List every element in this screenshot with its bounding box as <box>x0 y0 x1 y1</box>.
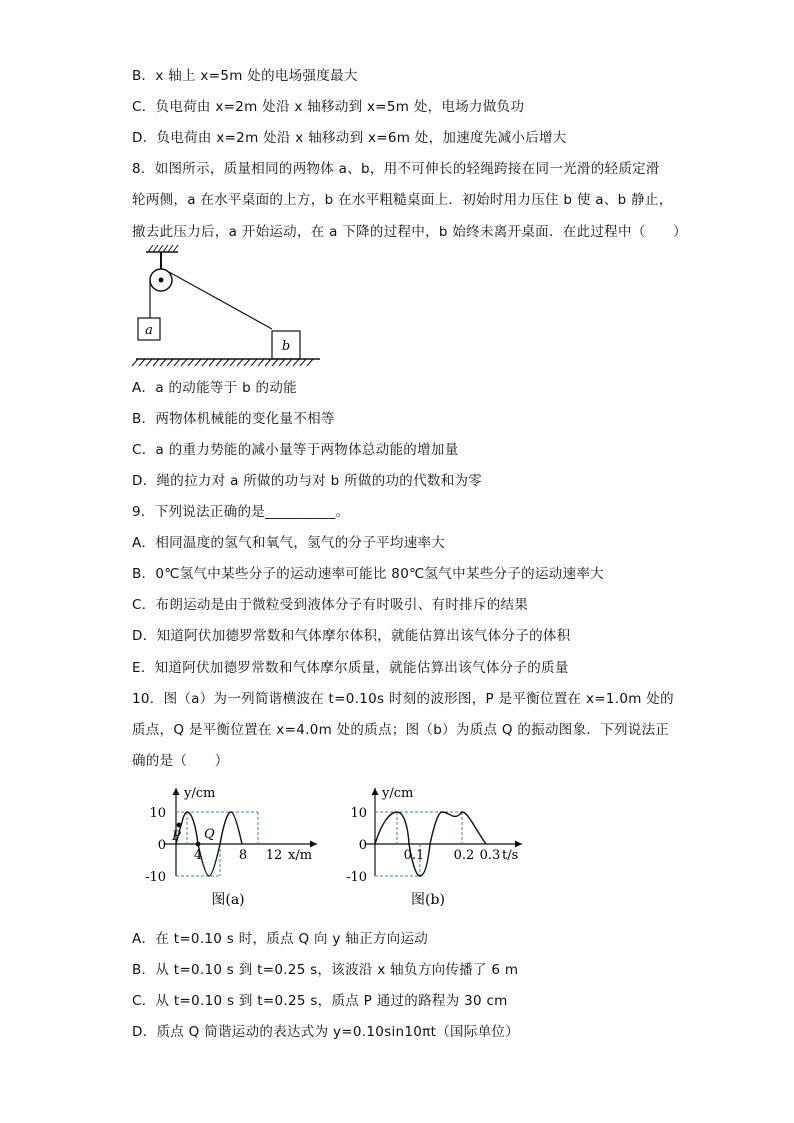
t-axis-label: t/s <box>502 848 519 863</box>
q10-option-a: A．在 t=0.10 s 时，质点 Q 向 y 轴正方向运动 <box>132 931 429 947</box>
y-axis-label: y/cm <box>382 786 414 801</box>
y-tick-0: 0 <box>358 838 367 853</box>
y-tick-neg10: -10 <box>145 870 166 885</box>
q9-option-e: E．知道阿伏加德罗常数和气体摩尔质量，就能估算出该气体分子的质量 <box>132 660 569 676</box>
x-tick-12: 12 <box>265 848 283 863</box>
q7-option-b: B．x 轴上 x=5m 处的电场强度最大 <box>132 68 358 84</box>
y-tick-10: 10 <box>149 806 166 821</box>
q8-option-a: A．a 的动能等于 b 的动能 <box>132 380 297 396</box>
q7-option-d: D．负电荷由 x=2m 处沿 x 轴移动到 x=6m 处，加速度先减小后增大 <box>132 130 567 146</box>
q8-option-d: D．绳的拉力对 a 所做的功与对 b 所做的功的代数和为零 <box>132 473 483 489</box>
q7-option-c: C．负电荷由 x=2m 处沿 x 轴移动到 x=5m 处，电场力做负功 <box>132 99 525 115</box>
q9-stem: 9．下列说法正确的是__________。 <box>132 504 350 520</box>
vibration-graph-b <box>342 782 532 912</box>
q10-option-c: C．从 t=0.10 s 到 t=0.25 s，质点 P 通过的路程为 30 cm <box>132 993 508 1009</box>
block-a-label: a <box>145 323 153 338</box>
t-tick-0.1: 0.1 <box>403 848 425 863</box>
q8-option-c: C．a 的重力势能的减小量等于两物体总动能的增加量 <box>132 442 459 458</box>
q8-stem-line-3: 撤去此压力后，a 开始运动，在 a 下降的过程中，b 始终未离开桌面．在此过程中（ ） <box>132 224 687 240</box>
block-b-label: b <box>281 339 291 354</box>
q9-option-c: C．布朗运动是由于微粒受到液体分子有时吸引、有时排斥的结果 <box>132 597 529 613</box>
q10-option-b: B．从 t=0.10 s 到 t=0.25 s，该波沿 x 轴负方向传播了 6 m <box>132 962 519 978</box>
x-tick-4: 4 <box>193 848 203 863</box>
caption-b: 图(b) <box>411 892 445 908</box>
q10-option-d: D．质点 Q 简谐运动的表达式为 y=0.10sin10πt（国际单位） <box>132 1024 519 1040</box>
pulley-figure <box>130 244 330 376</box>
t-tick-0.3: 0.3 <box>479 848 501 863</box>
caption-a: 图(a) <box>211 892 245 908</box>
point-p-label: P <box>172 829 181 844</box>
q9-option-a: A．相同温度的氢气和氧气，氢气的分子平均速率大 <box>132 535 446 551</box>
y-tick-0: 0 <box>157 838 166 853</box>
x-tick-8: 8 <box>238 848 248 863</box>
point-q-marker <box>196 842 201 847</box>
q9-option-b: B．0℃氢气中某些分子的运动速率可能比 80℃氢气中某些分子的运动速率大 <box>132 566 604 582</box>
y-tick-10: 10 <box>350 806 367 821</box>
q10-stem-line-1: 10．图（a）为一列简谐横波在 t=0.10s 时刻的波形图，P 是平衡位置在 x=1.0m 处的 <box>132 691 674 707</box>
q9-option-d: D．知道阿伏加德罗常数和气体摩尔体积，就能估算出该气体分子的体积 <box>132 628 571 644</box>
q8-stem-line-2: 轮两侧，a 在水平桌面的上方，b 在水平粗糙桌面上．初始时用力压住 b 使 a、b 静止， <box>132 192 673 208</box>
point-q-label: Q <box>204 827 215 842</box>
y-tick-neg10: -10 <box>346 870 367 885</box>
y-axis-label: y/cm <box>184 786 216 801</box>
t-tick-0.2: 0.2 <box>453 848 475 863</box>
x-axis-label: x/m <box>288 848 313 863</box>
q10-stem-line-2: 质点，Q 是平衡位置在 x=4.0m 处的质点；图（b）为质点 Q 的振动图象．下列说法正 <box>132 722 670 738</box>
q8-stem-line-1: 8．如图所示，质量相同的两物体 a、b，用不可伸长的轻绳跨接在同一光滑的轻质定滑 <box>132 161 660 177</box>
point-p-marker <box>177 823 182 828</box>
q10-stem-line-3: 确的是（ ） <box>132 753 229 769</box>
wave-graph-a <box>132 782 332 912</box>
q8-option-b: B．两物体机械能的变化量不相等 <box>132 411 335 427</box>
